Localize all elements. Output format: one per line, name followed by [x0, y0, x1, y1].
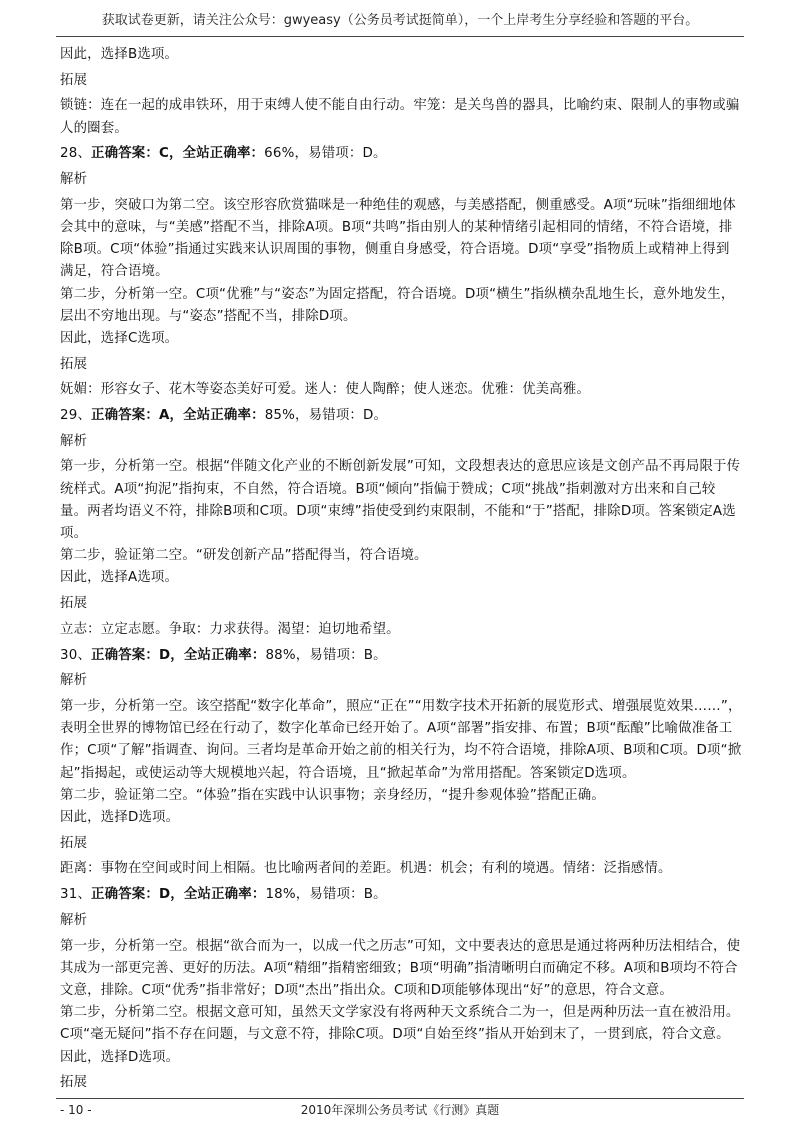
paragraph: 锁链：连在一起的成串铁环，用于束缚人使不能自由行动。牢笼：是关鸟兽的器具，比喻约束、限制人的事物或骗人的圈套。	[60, 98, 740, 136]
question-number: 30、	[60, 647, 92, 663]
answer-line	[60, 143, 742, 165]
question-number: 28、	[60, 146, 92, 162]
question-number: 31、	[60, 887, 92, 903]
accuracy-label: 全站正确率：	[182, 146, 265, 162]
extension-heading: 拓展	[60, 1075, 88, 1091]
page-number: - 10 -	[60, 1103, 92, 1117]
paragraph: 第二步，验证第二空。“体验”指在实践中认识事物；亲身经历，“提升参观体验”搭配正确。	[60, 787, 605, 803]
paragraph: 因此，选择D选项。	[60, 1049, 180, 1065]
page-content	[60, 44, 742, 1094]
extension-heading: 拓展	[60, 356, 88, 372]
analysis-heading: 解析	[60, 433, 88, 449]
answer-label: 正确答案：	[91, 647, 159, 663]
footer-title: 2010年深圳公务员考试《行测》真题	[300, 1103, 500, 1117]
correct-answer: D，	[158, 647, 184, 663]
paragraph: 因此，选择C选项。	[60, 330, 179, 346]
extension-heading: 拓展	[60, 72, 88, 88]
paragraph: 距离：事物在空间或时间上相隔。也比喻两者间的差距。机遇：机会；有利的境遇。情绪：泛指感情。	[60, 861, 672, 877]
paragraph: 第一步，分析第一空。根据“欲合而为一，以成一代之历志”可知，文中要表达的意思是通过将两种历法相结合，使其成为一部更完善、更好的历法。A项“精细”指精密细致；B项“明确”指清晰明白而确定不移。A项和B项均不符合文意，排除。C项“优秀”指非常好；D项“杰出”指出众。C项和D项能够体现出“好”的意思，符合文意。	[60, 938, 741, 998]
accuracy-rate: 18%，易错项：B。	[265, 887, 387, 903]
correct-answer: D，	[158, 887, 184, 903]
paragraph: 第二步，验证第二空。“研发创新产品”搭配得当，符合语境。	[60, 548, 428, 564]
paragraph: 因此，选择B选项。	[60, 47, 179, 62]
analysis-heading: 解析	[60, 673, 88, 689]
paragraph: 第二步，分析第二空。根据文意可知，虽然天文学家没有将两种天文系统合二为一，但是两种历法一直在被沿用。C项“毫无疑问”指不存在问题，与文意不符，排除C项。D项“自始至终”指从开始到末了，一贯到底，符合文意。	[60, 1005, 740, 1043]
answer-label: 正确答案：	[91, 146, 159, 162]
accuracy-label: 全站正确率：	[183, 887, 266, 903]
extension-heading: 拓展	[60, 835, 88, 851]
correct-answer: C，	[158, 146, 183, 162]
paragraph: 因此，选择D选项。	[60, 810, 180, 825]
paragraph: 第一步，突破口为第二空。该空形容欣赏猫咪是一种绝佳的观感，与美感搭配，侧重感受。A项“玩味”指细细地体会其中的意味，与“美感”搭配不当，排除A项。B项“共鸣”指由别人的某种情绪引起相同的情绪，不符合语境，排除B项。C项“体验”指通过实践来认识周围的事物，侧重自身感受，符合语境。D项“享受”指物质上或精神上得到满足，符合语境。	[60, 197, 736, 280]
paragraph: 第一步，分析第一空。根据“伴随文化产业的不断创新发展”可知，文段想表达的意思应该是文创产品不再局限于传统样式。A项“拘泥”指拘束，不自然，符合语境。B项“倾向”指偏于赞成；C项“挑战”指刺激对方出来和自己较量。两者均语义不符，排除B项和C项。D项“束缚”指使受到约束限制，不能和“于”搭配，排除D项。答案锁定A选项。	[60, 459, 741, 542]
answer-line	[60, 645, 742, 667]
answer-line	[60, 884, 742, 906]
page-header: 获取试卷更新，请关注公众号：gwyeasy（公务员考试挺简单），一个上岸考生分享经验和答题的平台。	[56, 12, 744, 37]
answer-line	[60, 405, 742, 427]
page-footer	[56, 1098, 744, 1123]
answer-label: 正确答案：	[91, 408, 159, 424]
answer-label: 正确答案：	[91, 887, 159, 903]
accuracy-label: 全站正确率：	[183, 647, 266, 663]
question-number: 29、	[60, 408, 92, 424]
accuracy-rate: 66%，易错项：D。	[264, 146, 387, 162]
accuracy-rate: 88%，易错项：B。	[265, 647, 387, 663]
analysis-heading: 解析	[60, 912, 88, 928]
paragraph: 第一步，分析第一空。该空搭配“数字化革命”，照应“正在”“用数字技术开拓新的展览形式、增强展览效果……”，表明全世界的博物馆已经在行动了，数字化革命已经开始了。A项“部署”指安排、布置；B项“酝酿”比喻做准备工作；C项“了解”指调查、询问。三者均是革命开始之前的相关行为，均不符合语境，排除A项、B项和C项。D项“掀起”指揭起，或使运动等大规模地兴起，符合语境，且“掀起革命”为常用搭配。答案锁定D选项。	[60, 698, 742, 781]
paragraph: 因此，选择A选项。	[60, 570, 179, 586]
accuracy-rate: 85%，易错项：D。	[264, 408, 388, 424]
paragraph: 立志：立定志愿。争取：力求获得。渴望：迫切地希望。	[60, 621, 400, 637]
extension-heading: 拓展	[60, 596, 88, 612]
analysis-heading: 解析	[60, 172, 88, 188]
paragraph: 第二步，分析第一空。C项“优雅”与“姿态”为固定搭配，符合语境。D项“横生”指纵横杂乱地生长，意外地发生，层出不穷地出现。与“姿态”搭配不当，排除D项。	[60, 286, 735, 324]
accuracy-label: 全站正确率：	[183, 408, 265, 424]
paragraph: 妩媚：形容女子、花木等姿态美好可爱。迷人：使人陶醉；使人迷恋。优雅：优美高雅。	[60, 382, 591, 398]
correct-answer: A，	[158, 408, 184, 424]
